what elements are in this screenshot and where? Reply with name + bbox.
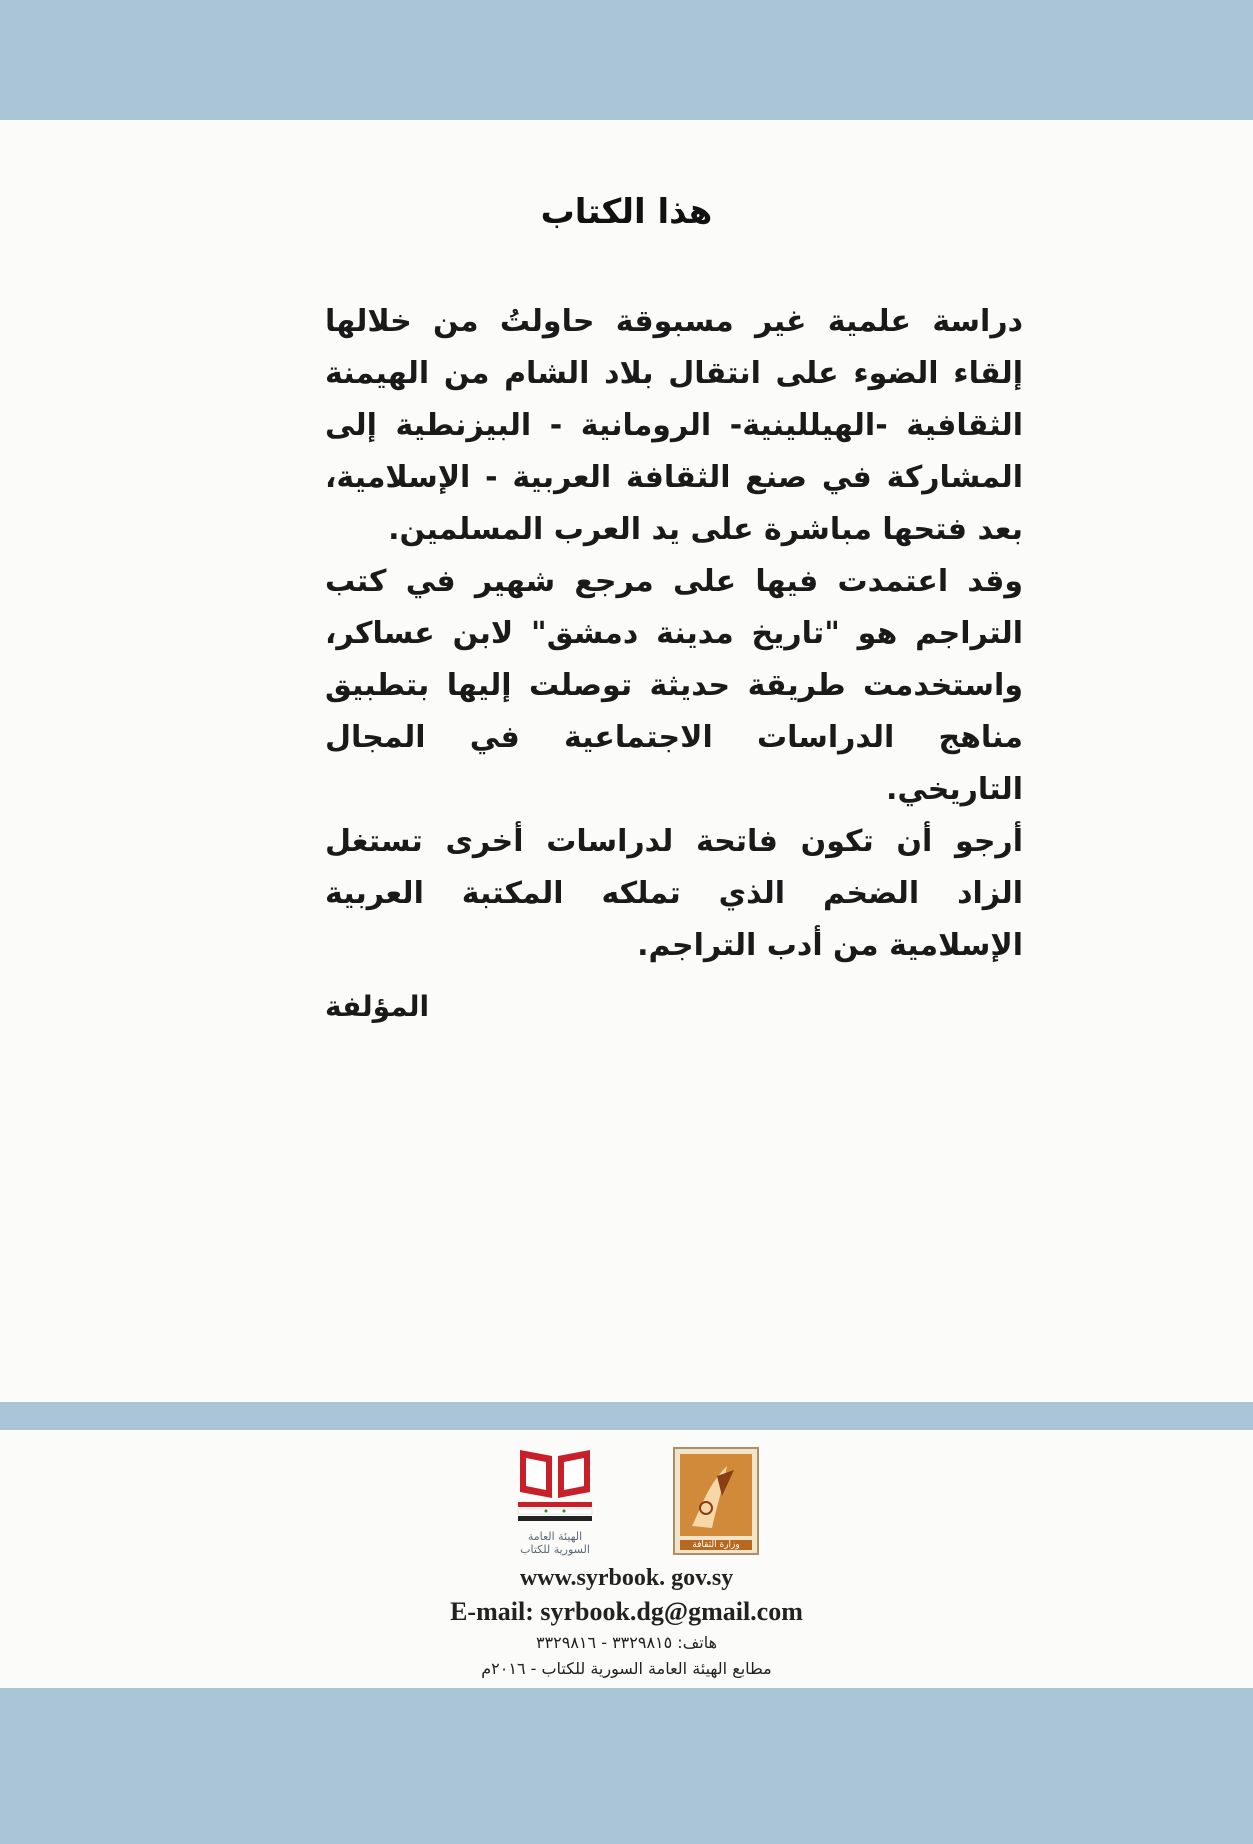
email-link[interactable]: E-mail: syrbook.dg@gmail.com bbox=[450, 1597, 803, 1626]
ministry-logo bbox=[672, 1446, 760, 1556]
blurb-paragraph: دراسة علمية غير مسبوقة حاولتُ من خلالها إلقاء الضوء على انتقال بلاد الشام من الهيمنة الثقافية -الهيللينية- الرومانية - البيزنطية إلى المشاركة في صنع الثقافة العربية - الإسلامية، بعد فتحها مباشرة على يد العرب المسلمين. bbox=[325, 304, 1023, 547]
middle-color-band bbox=[0, 1402, 1253, 1430]
bottom-color-band bbox=[0, 1688, 1253, 1844]
ministry-logo-caption: وزارة الثقافة bbox=[680, 1540, 752, 1550]
page-title: هذا الكتاب bbox=[540, 192, 713, 232]
author-signature: المؤلفة bbox=[325, 990, 430, 1023]
publisher-logo-caption: الهيئة العامة السورية للكتاب bbox=[520, 1530, 590, 1556]
top-color-band bbox=[0, 0, 1253, 120]
blurb-text bbox=[325, 296, 1023, 972]
phone-text: هاتف: ٣٣٢٩٨١٥ - ٣٣٢٩٨١٦ bbox=[535, 1633, 718, 1652]
contact-block bbox=[0, 1562, 1253, 1682]
printer-text: مطابع الهيئة العامة السورية للكتاب - ٢٠١٦م bbox=[481, 1659, 772, 1678]
publisher-logo bbox=[510, 1440, 600, 1555]
logos-row bbox=[0, 1440, 1253, 1560]
blurb-paragraph: أرجو أن تكون فاتحة لدراسات أخرى تستغل الزاد الضخم الذي تملكه المكتبة العربية الإسلامية من أدب التراجم. bbox=[325, 824, 1023, 963]
blurb-paragraph: وقد اعتمدت فيها على مرجع شهير في كتب التراجم هو "تاريخ مدينة دمشق" لابن عساكر، واستخدمت طريقة حديثة توصلت إليها بتطبيق مناهج الدراسات الاجتماعية في المجال التاريخي. bbox=[325, 564, 1023, 807]
website-link[interactable]: www.syrbook. gov.sy bbox=[519, 1565, 734, 1591]
open-book-icon bbox=[510, 1440, 600, 1530]
